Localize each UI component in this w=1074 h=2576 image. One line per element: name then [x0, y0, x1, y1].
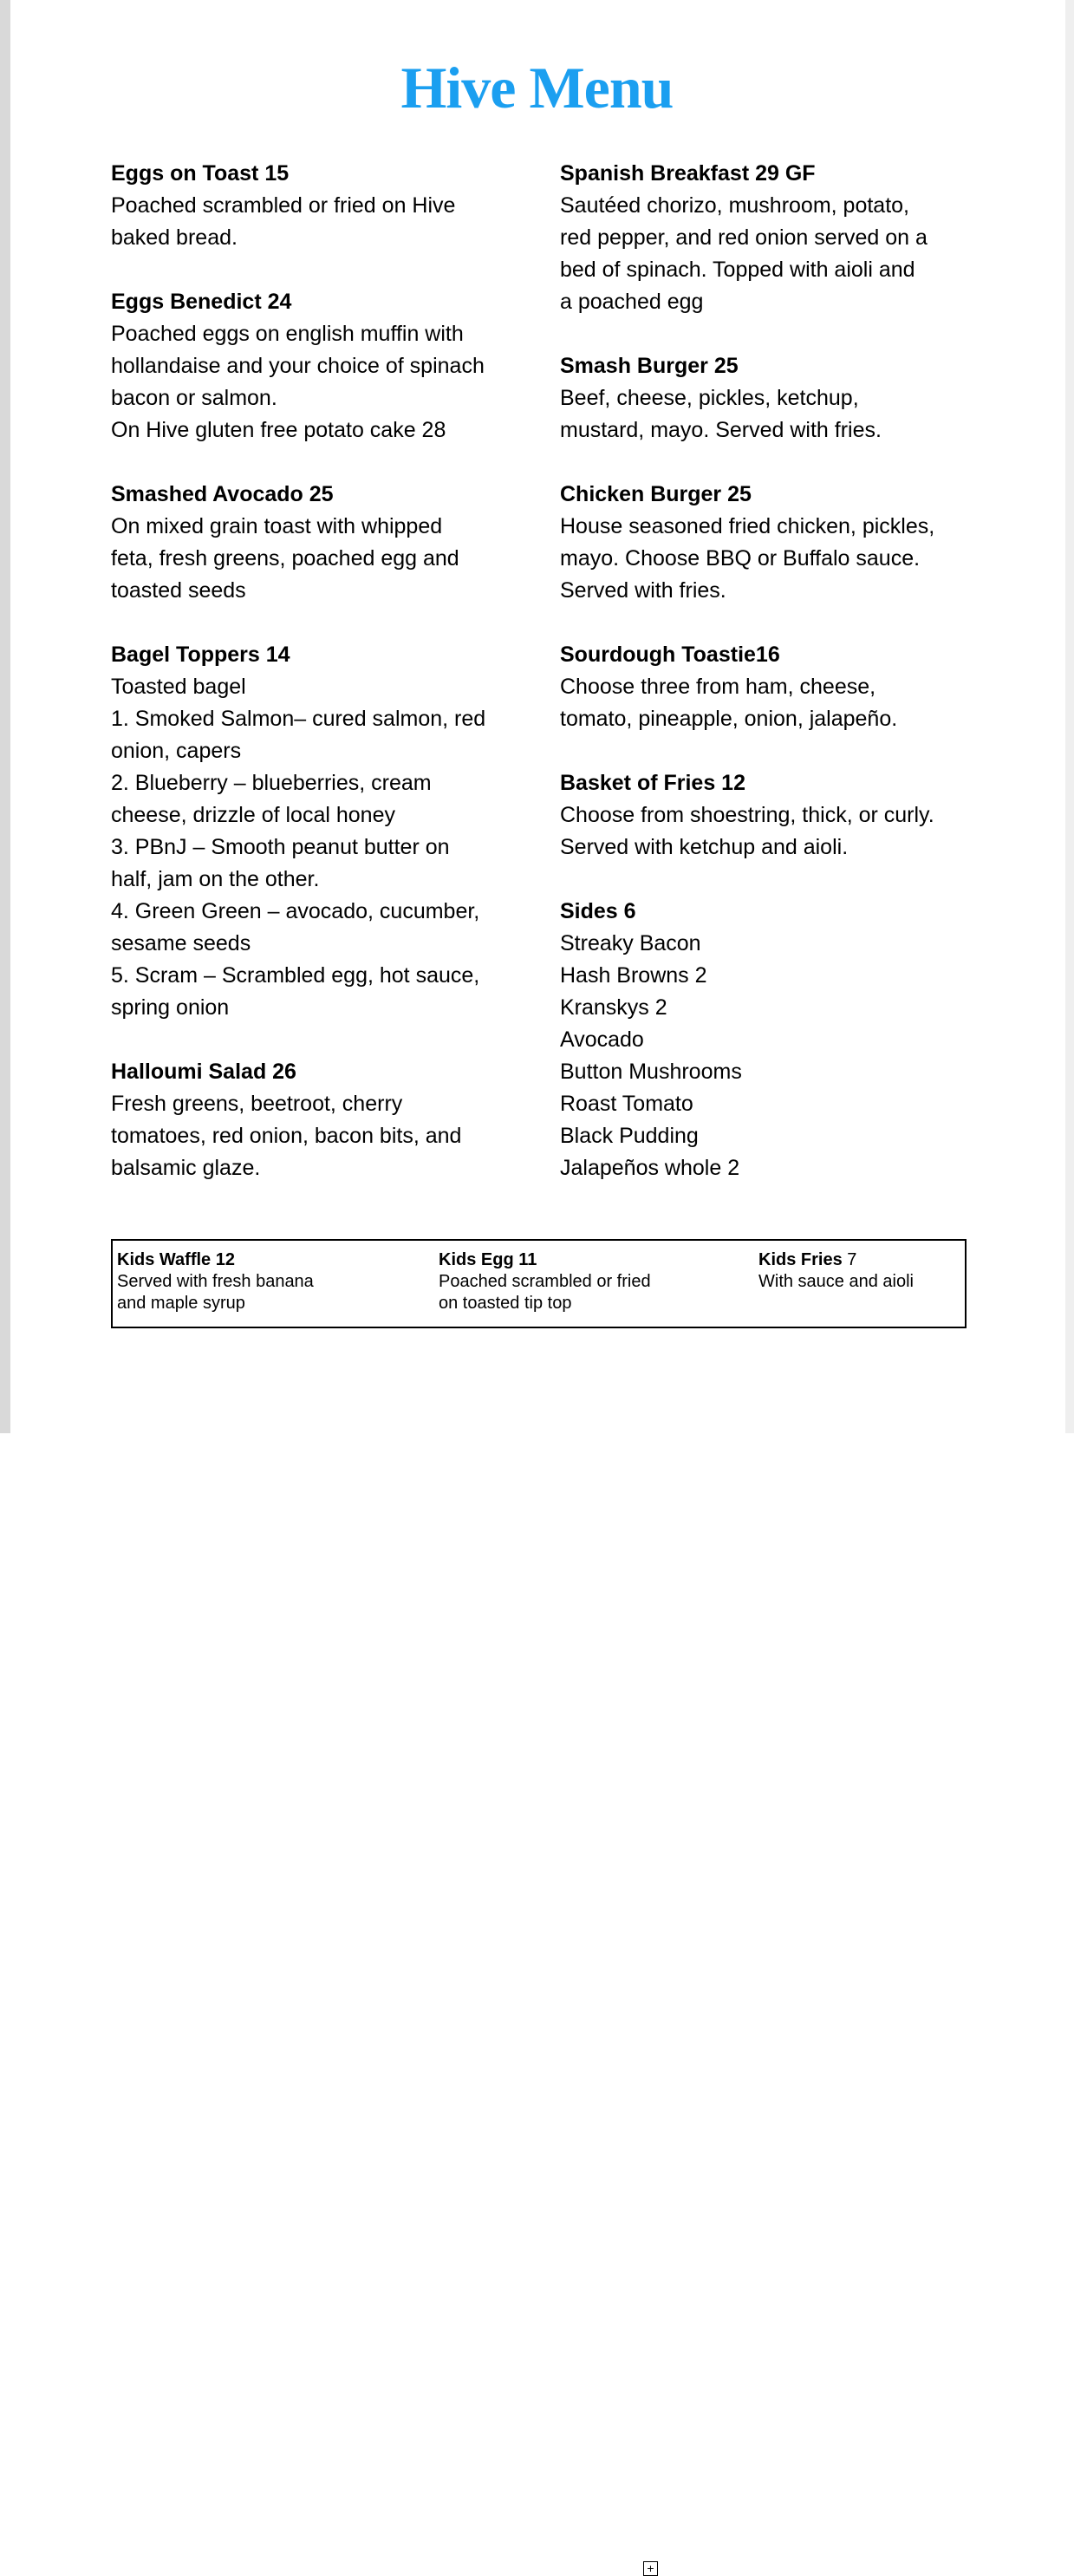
menu-item-title: Halloumi Salad 26 — [111, 1060, 296, 1084]
kids-item — [117, 1249, 314, 1314]
menu-item-description-line: bed of spinach. Topped with aioli and — [560, 258, 915, 282]
menu-item-title: Bagel Toppers 14 — [111, 642, 290, 667]
menu-item-description-line: Poached scrambled or fried on Hive — [111, 193, 456, 218]
page-edge-left — [0, 0, 10, 1433]
menu-item-title: Smashed Avocado 25 — [111, 482, 334, 506]
page-edge-right — [1065, 0, 1074, 1433]
kids-menu-box — [111, 1239, 967, 2575]
menu-item-title: Eggs Benedict 24 — [111, 290, 292, 314]
menu-item — [111, 158, 544, 254]
menu-item-title: Sides 6 — [560, 899, 636, 923]
menu-item-description-line: Jalapeños whole 2 — [560, 1156, 740, 1180]
menu-item — [111, 1056, 544, 1184]
menu-item-description-line: toasted seeds — [111, 578, 246, 603]
menu-item-description-line: On mixed grain toast with whipped — [111, 514, 443, 538]
menu-item — [560, 639, 993, 735]
kids-item-description-line: Served with fresh banana — [117, 1272, 314, 1291]
menu-item-title: Sourdough Toastie16 — [560, 642, 780, 667]
menu-item-description-line: Toasted bagel — [111, 675, 246, 699]
kids-item-title — [439, 1249, 651, 1271]
kids-item — [758, 1249, 914, 1293]
menu-item-description-line: Choose three from ham, cheese, — [560, 675, 876, 699]
menu-item — [111, 286, 544, 447]
menu-item — [560, 158, 993, 318]
menu-item-title: Spanish Breakfast 29 GF — [560, 161, 816, 186]
menu-item-description-line: 3. PBnJ – Smooth peanut butter on — [111, 835, 450, 859]
menu-item-description-line: House seasoned fried chicken, pickles, — [560, 514, 935, 538]
menu-item-description-line: tomato, pineapple, onion, jalapeño. — [560, 707, 898, 731]
kids-item-description-line: on toasted tip top — [439, 1294, 572, 1313]
menu-item-title: Smash Burger 25 — [560, 354, 739, 378]
menu-item-description-line: Black Pudding — [560, 1124, 699, 1148]
menu-item-description-line: balsamic glaze. — [111, 1156, 261, 1180]
menu-item-description-line: mayo. Choose BBQ or Buffalo sauce. — [560, 546, 921, 571]
menu-item-description-line: sesame seeds — [111, 931, 251, 955]
menu-item-description-line: tomatoes, red onion, bacon bits, and — [111, 1124, 462, 1148]
menu-item-description-line: bacon or salmon. — [111, 386, 277, 410]
kids-item-description-line: With sauce and aioli — [758, 1272, 914, 1291]
menu-item-description-line: 1. Smoked Salmon– cured salmon, red — [111, 707, 486, 731]
menu-item-description-line: 2. Blueberry – blueberries, cream — [111, 771, 432, 795]
menu-item-description-line: Served with fries. — [560, 578, 726, 603]
menu-item-description-line: Streaky Bacon — [560, 931, 701, 955]
menu-item — [560, 896, 993, 1184]
menu-item-description-line: Button Mushrooms — [560, 1060, 742, 1084]
menu-item-description-line: feta, fresh greens, poached egg and — [111, 546, 459, 571]
kids-item-price: 7 — [842, 1250, 857, 1269]
menu-column-right — [560, 158, 993, 1216]
page-title: Hive Menu — [400, 55, 674, 121]
menu-item-description-line: Fresh greens, beetroot, cherry — [111, 1092, 403, 1116]
menu-column-left — [111, 158, 544, 1216]
menu-item — [560, 767, 993, 864]
menu-item-description-line: 4. Green Green – avocado, cucumber, — [111, 899, 480, 923]
menu-item-description-line: Roast Tomato — [560, 1092, 693, 1116]
menu-item-description-line: Hash Browns 2 — [560, 963, 707, 988]
kids-item — [439, 1249, 651, 1314]
menu-item-title: Eggs on Toast 15 — [111, 161, 290, 186]
menu-item-description-line: Beef, cheese, pickles, ketchup, — [560, 386, 859, 410]
menu-item — [111, 479, 544, 607]
menu-item-description-line: Choose from shoestring, thick, or curly. — [560, 803, 934, 827]
menu-item-description-line: onion, capers — [111, 739, 242, 763]
menu-item — [560, 350, 993, 447]
kids-item-name: Kids Egg 11 — [439, 1250, 537, 1269]
menu-item-description-line: On Hive gluten free potato cake 28 — [111, 418, 446, 442]
menu-item-description-line: spring onion — [111, 995, 230, 1020]
kids-item-description-line: Poached scrambled or fried — [439, 1272, 651, 1291]
kids-item-description-line: and maple syrup — [117, 1294, 245, 1313]
menu-item-title: Chicken Burger 25 — [560, 482, 752, 506]
menu-item-description-line: half, jam on the other. — [111, 867, 320, 891]
menu-item — [560, 479, 993, 607]
kids-item-name: Kids Fries — [758, 1250, 843, 1269]
kids-item-title — [117, 1249, 314, 1271]
menu-item — [111, 639, 544, 1024]
menu-item-description-line: cheese, drizzle of local honey — [111, 803, 395, 827]
plus-box-icon[interactable]: + — [643, 2561, 658, 2576]
kids-item-name: Kids Waffle 12 — [117, 1250, 235, 1269]
menu-item-description-line: Sautéed chorizo, mushroom, potato, — [560, 193, 910, 218]
menu-item-description-line: 5. Scram – Scrambled egg, hot sauce, — [111, 963, 480, 988]
menu-item-description-line: Served with ketchup and aioli. — [560, 835, 849, 859]
kids-item-title — [758, 1249, 914, 1271]
menu-item-description-line: a poached egg — [560, 290, 704, 314]
menu-item-description-line: mustard, mayo. Served with fries. — [560, 418, 882, 442]
menu-item-description-line: Kranskys 2 — [560, 995, 667, 1020]
menu-item-description-line: Poached eggs on english muffin with — [111, 322, 464, 346]
menu-item-description-line: hollandaise and your choice of spinach — [111, 354, 485, 378]
menu-item-title: Basket of Fries 12 — [560, 771, 745, 795]
menu-item-description-line: baked bread. — [111, 225, 238, 250]
menu-item-description-line: Avocado — [560, 1027, 644, 1052]
menu-item-description-line: red pepper, and red onion served on a — [560, 225, 928, 250]
